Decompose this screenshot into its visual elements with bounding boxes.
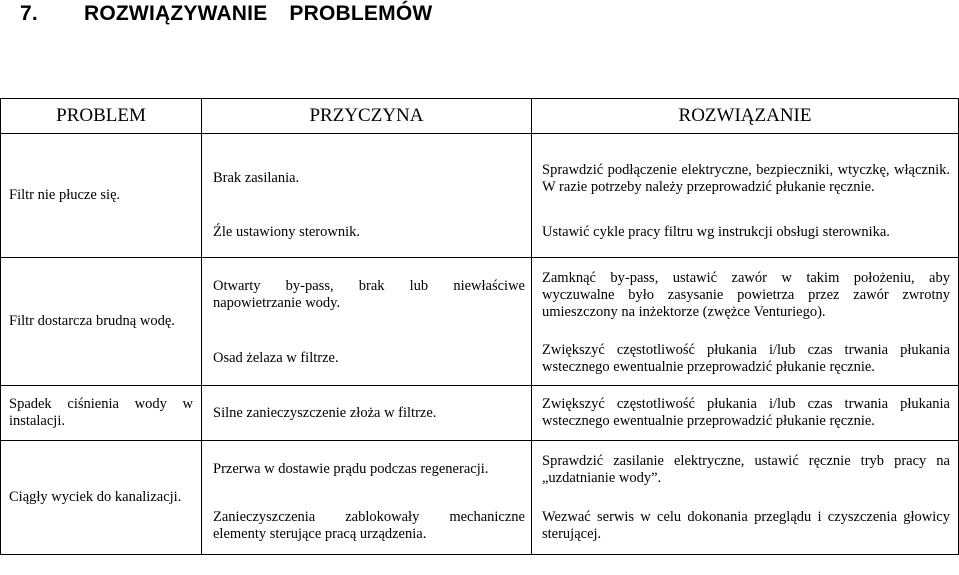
- cause-cell: Otwarty by-pass, brak lub niewłaściwe napowietrzanie wody.: [202, 258, 532, 333]
- solution-cell: Zwiększyć częstotliwość płukania i/lub czas trwania płukania wstecznego ewentualnie przeprowadzić płukanie ręcznie.: [532, 333, 959, 386]
- solution-cell: Wezwać serwis w celu dokonania przeglądu i czyszczenia głowicy sterującej.: [532, 499, 959, 555]
- section-title-word-2: PROBLEMÓW: [289, 2, 433, 25]
- troubleshooting-table: [0, 98, 959, 555]
- problem-cell: Ciągły wyciek do kanalizacji.: [1, 441, 202, 555]
- solution-cell: Ustawić cykle pracy filtru wg instrukcji obsługi sterownika.: [532, 224, 959, 258]
- table-row: [1, 258, 959, 333]
- table-row: [1, 441, 959, 499]
- problem-cell: Filtr nie płucze się.: [1, 134, 202, 258]
- cause-cell: Zanieczyszczenia zablokowały mechaniczne elementy sterujące pracą urządzenia.: [202, 499, 532, 555]
- section-number: 7.: [20, 2, 38, 25]
- section-heading: [20, 2, 432, 26]
- header-cause: PRZYCZYNA: [202, 99, 532, 134]
- table-header-row: [1, 99, 959, 134]
- cause-cell: Silne zanieczyszczenie złoża w filtrze.: [202, 386, 532, 441]
- solution-cell: Sprawdzić podłączenie elektryczne, bezpieczniki, wtyczkę, włącznik. W razie potrzeby należy przeprowadzić płukanie ręcznie.: [532, 134, 959, 224]
- section-title-word-1: ROZWIĄZYWANIE: [84, 2, 268, 25]
- solution-cell: Sprawdzić zasilanie elektryczne, ustawić ręcznie tryb pracy na „uzdatnianie wody”.: [532, 441, 959, 499]
- header-problem: PROBLEM: [1, 99, 202, 134]
- table-row: [1, 134, 959, 224]
- solution-cell: Zamknąć by-pass, ustawić zawór w takim położeniu, aby wyczuwalne było zasysanie powietrza przez zawór zwrotny umieszczony na inżektorze (zwężce Venturiego).: [532, 258, 959, 333]
- problem-cell: Spadek ciśnienia wody w instalacji.: [1, 386, 202, 441]
- solution-cell: Zwiększyć częstotliwość płukania i/lub czas trwania płukania wstecznego ewentualnie przeprowadzić płukanie ręcznie.: [532, 386, 959, 441]
- cause-cell: Brak zasilania.: [202, 134, 532, 224]
- cause-cell: Przerwa w dostawie prądu podczas regeneracji.: [202, 441, 532, 499]
- problem-cell: Filtr dostarcza brudną wodę.: [1, 258, 202, 386]
- cause-cell: Źle ustawiony sterownik.: [202, 224, 532, 258]
- table-row: [1, 386, 959, 441]
- cause-cell: Osad żelaza w filtrze.: [202, 333, 532, 386]
- header-solution: ROZWIĄZANIE: [532, 99, 959, 134]
